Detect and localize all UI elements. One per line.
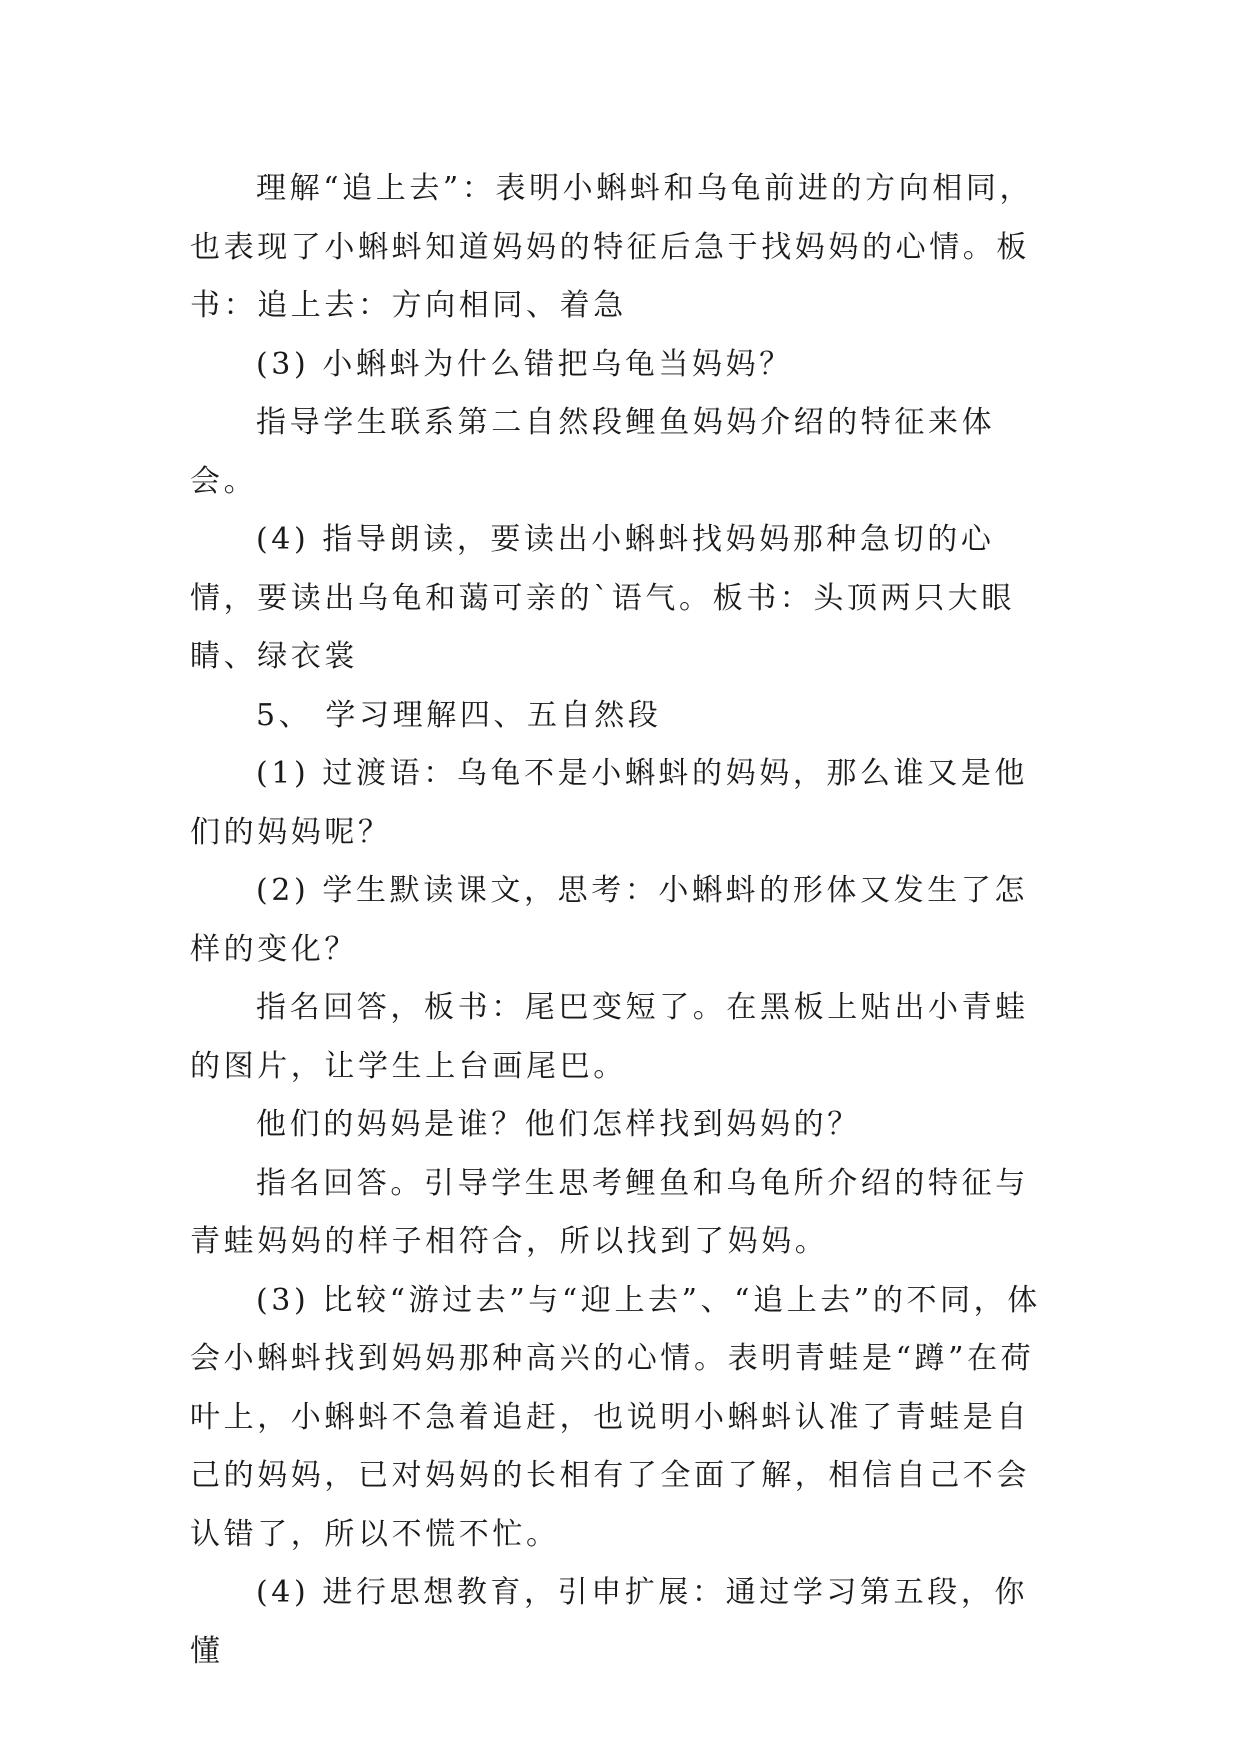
paragraph: (2) 学生默读课文，思考：小蝌蚪的形体又发生了怎样的变化？ [190,873,1029,967]
body-text [190,160,1060,1681]
paragraph: 指导学生联系第二自然段鲤鱼妈妈介绍的特征来体会。 [190,405,996,499]
paragraph: 指名回答。引导学生思考鲤鱼和乌龟所介绍的特征与青蛙妈妈的样子相符合，所以找到了妈妈。 [190,1165,1029,1259]
paragraph: (4) 进行思想教育，引申扩展：通过学习第五段，你懂 [190,1575,1029,1669]
paragraph: 理解“追上去”：表明小蝌蚪和乌龟前进的方向相同，也表现了小蝌蚪知道妈妈的特征后急于找妈妈的心情。板书：追上去：方向相同、着急 [190,171,1034,323]
paragraph: (1) 过渡语：乌龟不是小蝌蚪的妈妈，那么谁又是他们的妈妈呢？ [190,756,1029,850]
paragraph: (3) 小蝌蚪为什么错把乌龟当妈妈？ [256,346,793,382]
paragraph: 指名回答，板书：尾巴变短了。在黑板上贴出小青蛙的图片，让学生上台画尾巴。 [190,990,1029,1084]
paragraph: (3) 比较“游过去”与“迎上去”、“追上去”的不同，体会小蝌蚪找到妈妈那种高兴的心情。表明青蛙是“蹲”在荷叶上，小蝌蚪不急着追赶，也说明小蝌蚪认准了青蛙是自己的妈妈，已对妈妈的长相有了全面了解，相信自己不会认错了，所以不慌不忙。 [190,1282,1041,1552]
paragraph: (4) 指导朗读，要读出小蝌蚪找妈妈那种急切的心情，要读出乌龟和蔼可亲的`语气。板书：头顶两只大眼睛、绿衣裳 [190,522,1015,674]
paragraph: 他们的妈妈是谁？他们怎样找到妈妈的？ [256,1107,861,1142]
paragraph: 5、 学习理解四、五自然段 [256,697,662,733]
